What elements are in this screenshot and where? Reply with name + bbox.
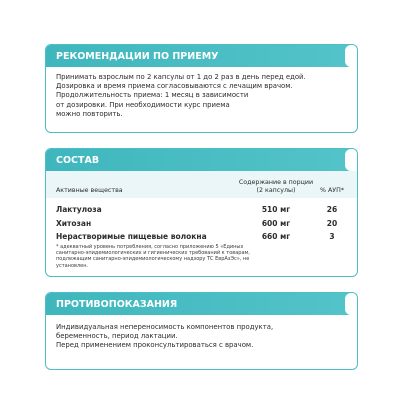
substance-percent: 26 bbox=[326, 205, 338, 215]
recommendations-text bbox=[46, 67, 357, 125]
substance-name: Лактулоза bbox=[56, 205, 102, 215]
contraindications-title: ПРОТИВОПОКАЗАНИЯ bbox=[46, 293, 357, 315]
recommendations-card bbox=[45, 44, 358, 133]
contraindication-line: беременность, период лактации. bbox=[56, 332, 178, 341]
substance-name: Нерастворимые пищевые волокна bbox=[56, 232, 207, 242]
table-row bbox=[46, 230, 357, 244]
header-percent: % АУП* bbox=[319, 186, 344, 194]
composition-card bbox=[45, 148, 358, 277]
contraindication-line: Перед применением проконсультироваться с врачом. bbox=[56, 341, 254, 350]
recommendation-line: от дозировки. При необходимости курс приема bbox=[56, 100, 230, 109]
header-active-substances: Активные вещества bbox=[56, 186, 123, 194]
table-row bbox=[46, 217, 357, 231]
recommendation-line: Дозировка и время приема согласовываются с лечащим врачом. bbox=[56, 82, 293, 91]
composition-title: СОСТАВ bbox=[46, 149, 357, 171]
header-amount: Содержание в порции (2 капсулы) bbox=[238, 179, 314, 194]
substance-percent: 20 bbox=[326, 218, 338, 228]
composition-table bbox=[46, 171, 357, 244]
substance-percent: 3 bbox=[329, 232, 335, 242]
substance-name: Хитозан bbox=[56, 218, 92, 228]
composition-footnote: * адекватный уровень потребления, согласно приложению 5 «Единых санитарно-эпидемиологических и гигиенических требований к товарам, подлежащим санитарно-эпидемиологическому надзору ТС ЕврАзЭс», не установлен. bbox=[56, 243, 250, 269]
table-row bbox=[46, 203, 357, 217]
recommendation-line: Принимать взрослым по 2 капсулы от 1 до 2 раз в день перед едой. bbox=[56, 73, 306, 81]
substance-amount: 510 мг bbox=[261, 205, 291, 215]
recommendations-title: РЕКОМЕНДАЦИИ ПО ПРИЕМУ bbox=[46, 45, 357, 67]
substance-amount: 600 мг bbox=[261, 218, 291, 228]
contraindications-card bbox=[45, 292, 358, 370]
substance-amount: 660 мг bbox=[261, 232, 291, 242]
contraindication-line: Индивидуальная непереносимость компонентов продукта, bbox=[56, 323, 274, 331]
recommendation-line: Продолжительность приема: 1 месяц в зависимости bbox=[56, 91, 249, 100]
recommendation-line: можно повторить. bbox=[56, 109, 123, 118]
contraindications-text bbox=[46, 315, 357, 357]
table-header bbox=[46, 171, 357, 198]
